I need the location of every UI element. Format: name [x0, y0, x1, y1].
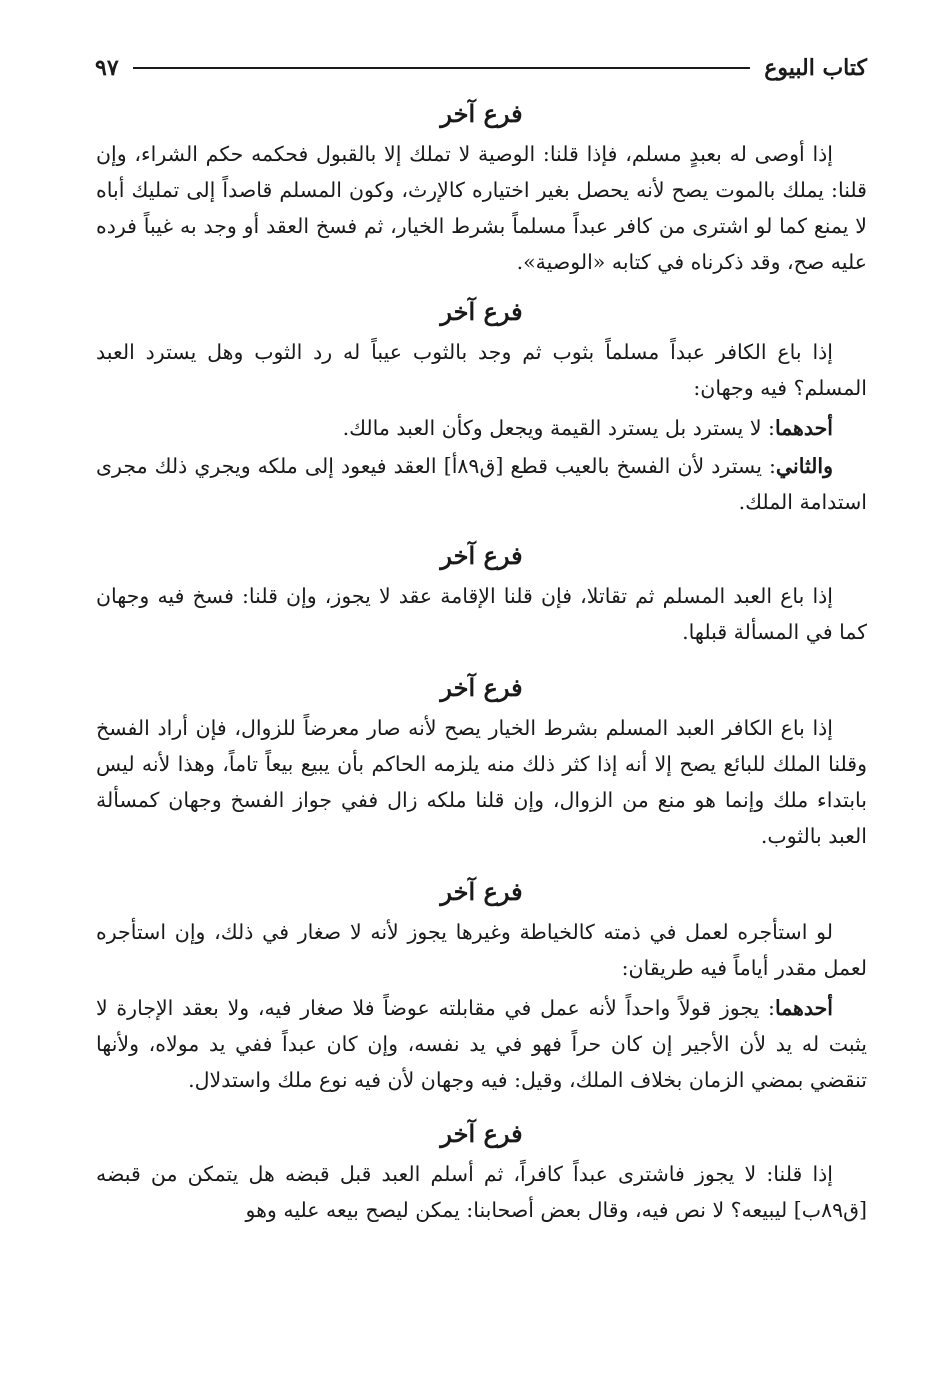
paragraph: [96, 136, 867, 280]
section-heading: فرع آخر: [440, 297, 523, 326]
paragraph-text: إذا أوصى له بعبدٍ مسلم، فإذا قلنا: الوصية لا تملك إلا بالقبول فحكمه حكم الشراء، وإن قلنا: يملك بالموت يصح لأنه يحصل بغير اختياره كالإرث، وكون المسلم قاصداً إلى تمليك أباه لا يمنع كما لو اشترى من كافر عبداً مسلماً بشرط الخيار، ثم فسخ العقد أو وجد به غيباً فرده عليه صح، وقد ذكرناه في كتابه «الوصية».: [96, 142, 867, 274]
section-heading: فرع آخر: [440, 673, 523, 702]
section-heading: فرع آخر: [440, 99, 523, 128]
section-heading: فرع آخر: [440, 1119, 523, 1148]
section-heading: فرع آخر: [440, 541, 523, 570]
opinion-label: أحدهما: [774, 416, 833, 440]
paragraph-text: إذا باع الكافر العبد المسلم بشرط الخيار يصح لأنه صار معرضاً للزوال، فإن أراد الفسخ وقلنا الملك للبائع يصح إلا أنه إذا كثر ذلك منه يلزمه الحاكم بأن يبيع بيعاً تاماً، وهذا لأنه ليس بابتداء ملك وإنما هو منع من الزوال، وإن قلنا ملكه زال ففي جواز الفسخ وجهان كمسألة العبد بالثوب.: [96, 716, 868, 848]
section-heading: فرع آخر: [440, 877, 523, 906]
paragraph: [96, 334, 867, 406]
paragraph: [96, 578, 867, 650]
paragraph-text: : يسترد لأن الفسخ بالعيب قطع [ق٨٩أ] العقد فيعود إلى ملكه ويجري ذلك مجرى استدامة الملك.: [96, 454, 867, 514]
paragraph-text: : يجوز قولاً واحداً لأنه عمل في مقابلته عوضاً فلا صغار فيه، ولا بعقد الإجارة لا يثبت له يد لأن الأجير إن كان حراً فهو في يد نفسه، وإن كان عبداً ففي يد مولاه، ولأنها تنقضي بمضي الزمان بخلاف الملك، وقيل: فيه وجهان لأن فيه نوع ملك واستدلال.: [96, 996, 867, 1092]
paragraph-text: إذا قلنا: لا يجوز فاشترى عبداً كافراً، ثم أسلم العبد قبل قبضه هل يتمكن من قبضه [ق٨٩ب] ليبيعه؟ لا نص فيه، وقال بعض أصحابنا: يمكن ليصح بيعه عليه وهو: [96, 1162, 867, 1222]
paragraph: [96, 914, 867, 986]
opinion-paragraph: [96, 448, 867, 520]
paragraph-text: لو استأجره لعمل في ذمته كالخياطة وغيرها يجوز لأنه لا صغار في ذلك، وإن استأجره لعمل مقدر أياماً فيه طريقان:: [96, 920, 867, 980]
running-head-title: كتاب البيوع: [764, 55, 867, 81]
opinion-label: أحدهما: [774, 996, 833, 1020]
page-body: [96, 92, 867, 1353]
paragraph: [96, 1156, 867, 1228]
paragraph-text: إذا باع العبد المسلم ثم تقاتلا، فإن قلنا الإقامة عقد لا يجوز، وإن قلنا: فسخ فيه وجهان كما في المسألة قبلها.: [96, 584, 867, 644]
paragraph-text: : لا يسترد بل يسترد القيمة ويجعل وكأن العبد مالك.: [342, 416, 775, 440]
page-number: ٩٧: [95, 55, 119, 81]
paragraph: [96, 710, 867, 854]
opinion-paragraph: [96, 410, 867, 446]
header-rule: [133, 67, 751, 69]
running-header: [95, 48, 867, 88]
opinion-label: والثاني: [775, 454, 833, 478]
opinion-paragraph: [96, 990, 867, 1098]
paragraph-text: إذا باع الكافر عبداً مسلماً بثوب ثم وجد بالثوب عيباً له رد الثوب وهل يسترد العبد المسلم؟ فيه وجهان:: [96, 340, 867, 400]
